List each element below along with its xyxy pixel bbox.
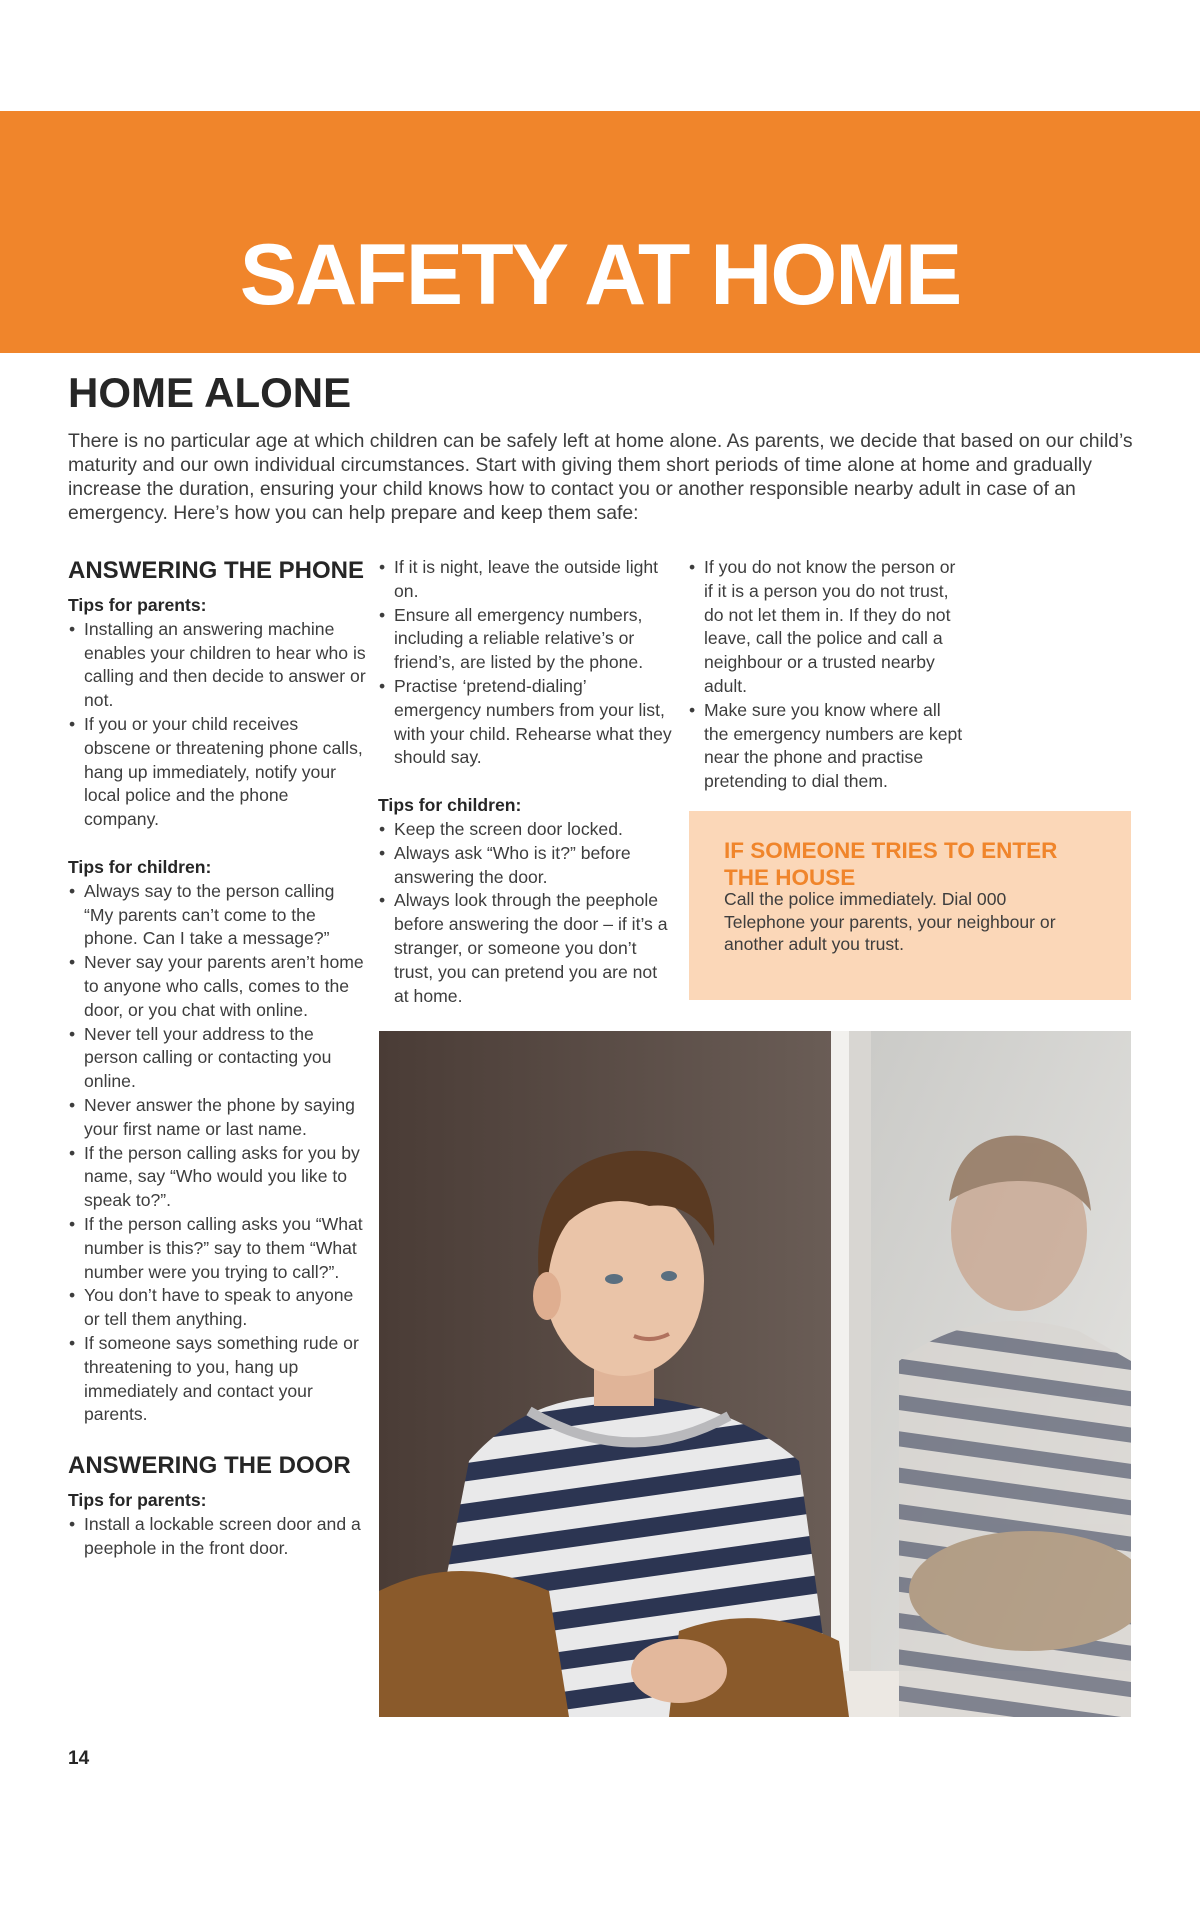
column-3	[688, 556, 968, 794]
list-item: • Ensure all emergency numbers, including a reliable relative’s or friend’s, are listed by the phone.	[378, 604, 676, 675]
list-item: • Never say your parents aren’t home to anyone who calls, comes to the door, or you chat with online.	[68, 951, 366, 1022]
list-item: • If you or your child receives obscene or threatening phone calls, hang up immediately, notify your local police and the phone company.	[68, 713, 366, 832]
list-item: • Never tell your address to the person calling or contacting you online.	[68, 1023, 366, 1094]
phone-parents-label: Tips for parents:	[68, 595, 207, 615]
list-item: • Make sure you know where all the emergency numbers are kept near the phone and practise pretending to dial them.	[688, 699, 968, 794]
list-item: • You don’t have to speak to anyone or tell them anything.	[68, 1284, 366, 1332]
phone-children-list	[68, 880, 366, 1427]
callout-line-2: Telephone your parents, your neighbour or another adult you trust.	[724, 911, 1056, 954]
page-banner-title: SAFETY AT HOME	[239, 227, 961, 323]
list-item: • Never answer the phone by saying your first name or last name.	[68, 1094, 366, 1142]
photo-illustration	[379, 1031, 1131, 1717]
list-item: • Installing an answering machine enables your children to hear who is calling and then decide to answer or not.	[68, 618, 366, 713]
door-parents-label: Tips for parents:	[68, 1490, 207, 1511]
list-item: • Always say to the person calling “My parents can’t come to the phone. Can I take a message?”	[68, 880, 366, 951]
emergency-callout-box	[689, 811, 1131, 1000]
door-children-list	[378, 818, 676, 1008]
phone-children-label: Tips for children:	[68, 856, 212, 877]
column-2	[378, 556, 676, 1008]
column-1	[68, 556, 366, 1560]
phone-parents-list	[68, 618, 366, 832]
list-item: • If the person calling asks you “What number is this?” say to them “What number were you trying to call?”.	[68, 1213, 366, 1284]
list-item: • If someone says something rude or threatening to you, hang up immediately and contact your parents.	[68, 1332, 366, 1427]
list-item: • Always ask “Who is it?” before answering the door.	[378, 842, 676, 890]
section-title: HOME ALONE	[68, 369, 352, 416]
callout-text	[724, 888, 1104, 956]
list-item: • If you do not know the person or if it is a person you do not trust, do not let them in. If they do not leave, call the police and call a neighbour or a trusted nearby adult.	[688, 556, 968, 699]
door-parents-list-continued	[378, 556, 676, 770]
door-parents-list	[68, 1513, 366, 1561]
door-children-label: Tips for children:	[378, 795, 522, 816]
list-item: • Install a lockable screen door and a peephole in the front door.	[68, 1513, 366, 1561]
phone-heading: ANSWERING THE PHONE	[68, 557, 365, 584]
boy-at-window-photo	[379, 1031, 1131, 1717]
list-item: • Keep the screen door locked.	[378, 818, 676, 842]
page-number: 14	[68, 1748, 90, 1769]
list-item: • Always look through the peephole before answering the door – if it’s a stranger, or someone you don’t trust, you can pretend you are not at home.	[378, 889, 676, 1008]
callout-title: IF SOMEONE TRIES TO ENTER THE HOUSE	[724, 838, 1058, 890]
door-children-list-continued	[688, 556, 968, 794]
intro-paragraph: There is no particular age at which children can be safely left at home alone. As parents, we decide that based on our child’s maturity and our own individual circumstances. Start with giving them short periods of time alone at home and gradually increase the duration, ensuring your child knows how to contact you or another responsible nearby adult in case of an emergency. Here’s how you can help prepare and keep them safe:	[68, 430, 1133, 524]
list-item: • If it is night, leave the outside light on.	[378, 556, 676, 604]
callout-line-1: Call the police immediately. Dial 000	[724, 889, 1007, 909]
list-item: • Practise ‘pretend-dialing’ emergency numbers from your list, with your child. Rehearse what they should say.	[378, 675, 676, 770]
door-heading: ANSWERING THE DOOR	[68, 1452, 351, 1480]
list-item: • If the person calling asks for you by name, say “Who would you like to speak to?”.	[68, 1142, 366, 1213]
